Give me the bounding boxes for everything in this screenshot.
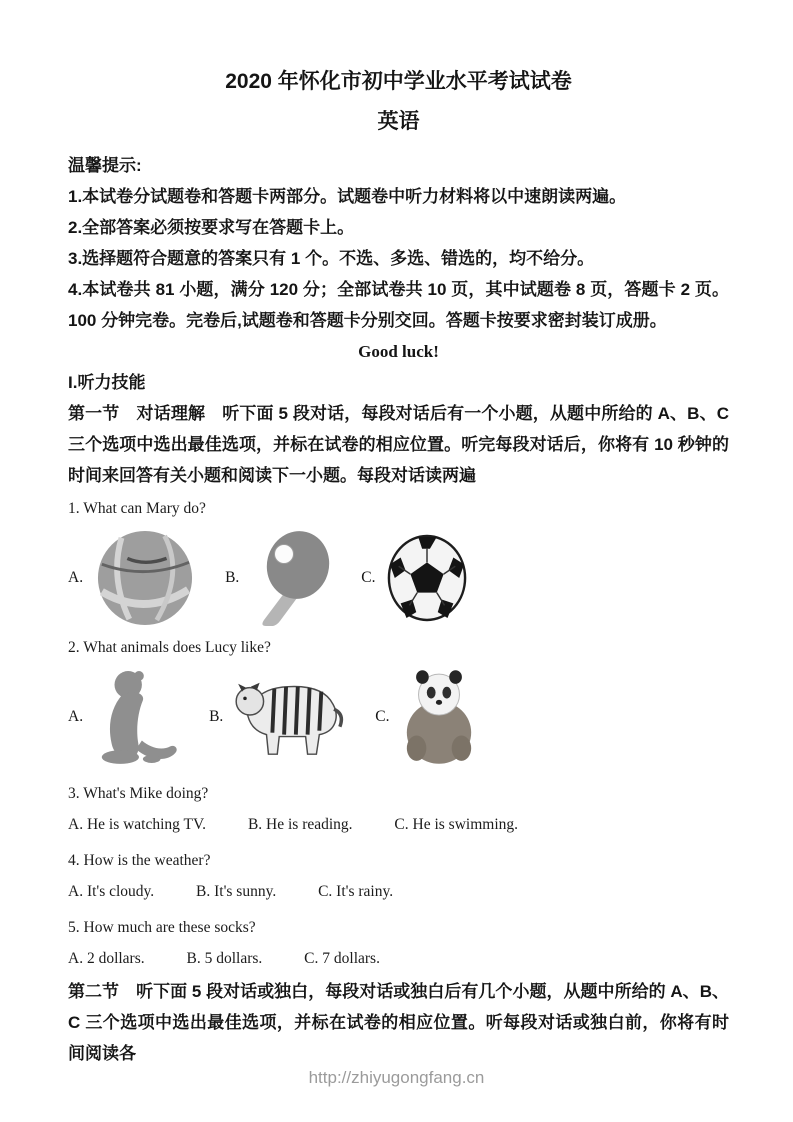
question-4-text: 4. How is the weather? <box>68 852 211 869</box>
part2-instructions: 第二节 听下面 5 段对话或独白，每段对话或独白后有几个小题，从题中所给的 A、B、C 三个选项中选出最佳选项，并标在试卷的相应位置。听每段对话或独白前，你将有时间阅读各 <box>68 982 729 1063</box>
question-4-options <box>68 881 729 903</box>
panda-icon <box>400 668 478 766</box>
option-b-label: B. <box>225 569 240 586</box>
option-c-label: C. <box>361 569 376 586</box>
question-2-option-c <box>375 668 477 766</box>
question-4-option-c: C. It's rainy. <box>318 883 394 900</box>
question-3-option-a: A. He is watching TV. <box>68 816 207 833</box>
footer-watermark-url: http://zhiyugongfang.cn <box>308 1068 485 1087</box>
question-1-text: 1. What can Mary do? <box>68 500 206 517</box>
question-2-text: 2. What animals does Lucy like? <box>68 639 271 656</box>
part1-instructions: 第一节 对话理解 听下面 5 段对话，每段对话后有一个小题，从题中所给的 A、B、C 三个选项中选出最佳选项，并标在试卷的相应位置。听完每段对话后，你将有 10 秒钟的时间来回答有关小题和阅读下一小题。每段对话读两遍 <box>68 404 729 485</box>
monkey-icon <box>93 667 181 767</box>
question-1-options <box>68 526 729 630</box>
soccer-ball-icon <box>386 533 468 623</box>
question-5-option-a: A. 2 dollars. <box>68 950 145 967</box>
question-1-option-c <box>361 533 467 623</box>
table-tennis-paddle-icon <box>249 530 331 626</box>
question-4-option-a: A. It's cloudy. <box>68 883 155 900</box>
question-3-option-c: C. He is swimming. <box>394 816 518 833</box>
question-2-option-b <box>209 672 345 762</box>
tiger-icon <box>233 672 345 762</box>
question-5-option-c: C. 7 dollars. <box>304 950 380 967</box>
option-c-label: C. <box>375 708 390 725</box>
page-title: 2020 年怀化市初中学业水平考试试卷 <box>225 70 572 93</box>
question-5-options <box>68 948 729 970</box>
tip-item-4: 4.本试卷共 81 小题，满分 120 分；全部试卷共 10 页，其中试题卷 8 页，答题卡 2 页。100 分钟完卷。完卷后,试题卷和答题卡分别交回。答题卡按要求密封装订成册。 <box>68 280 729 330</box>
question-2-options <box>68 665 729 769</box>
question-2-option-a <box>68 667 181 767</box>
tip-item-1: 1.本试卷分试题卷和答题卡两部分。试题卷中听力材料将以中速朗读两遍。 <box>68 187 627 206</box>
option-b-label: B. <box>209 708 224 725</box>
question-3-options <box>68 814 729 836</box>
question-5-text: 5. How much are these socks? <box>68 919 256 936</box>
tip-item-3: 3.选择题符合题意的答案只有 1 个。不选、多选、错选的，均不给分。 <box>68 249 595 268</box>
subject-title: 英语 <box>377 110 420 133</box>
question-1-option-b <box>225 530 331 626</box>
option-a-label: A. <box>68 569 84 586</box>
basketball-icon <box>93 529 197 627</box>
question-5-option-b: B. 5 dollars. <box>186 950 263 967</box>
question-4-option-b: B. It's sunny. <box>196 883 277 900</box>
question-1-option-a <box>68 529 197 627</box>
good-luck-text: Good luck! <box>358 342 439 361</box>
option-a-label: A. <box>68 708 84 725</box>
tips-heading: 温馨提示: <box>68 156 142 175</box>
listening-section-heading: I.听力技能 <box>68 373 146 392</box>
question-3-text: 3. What's Mike doing? <box>68 785 209 802</box>
question-3-option-b: B. He is reading. <box>247 816 353 833</box>
tip-item-2: 2.全部答案必须按要求写在答题卡上。 <box>68 218 355 237</box>
